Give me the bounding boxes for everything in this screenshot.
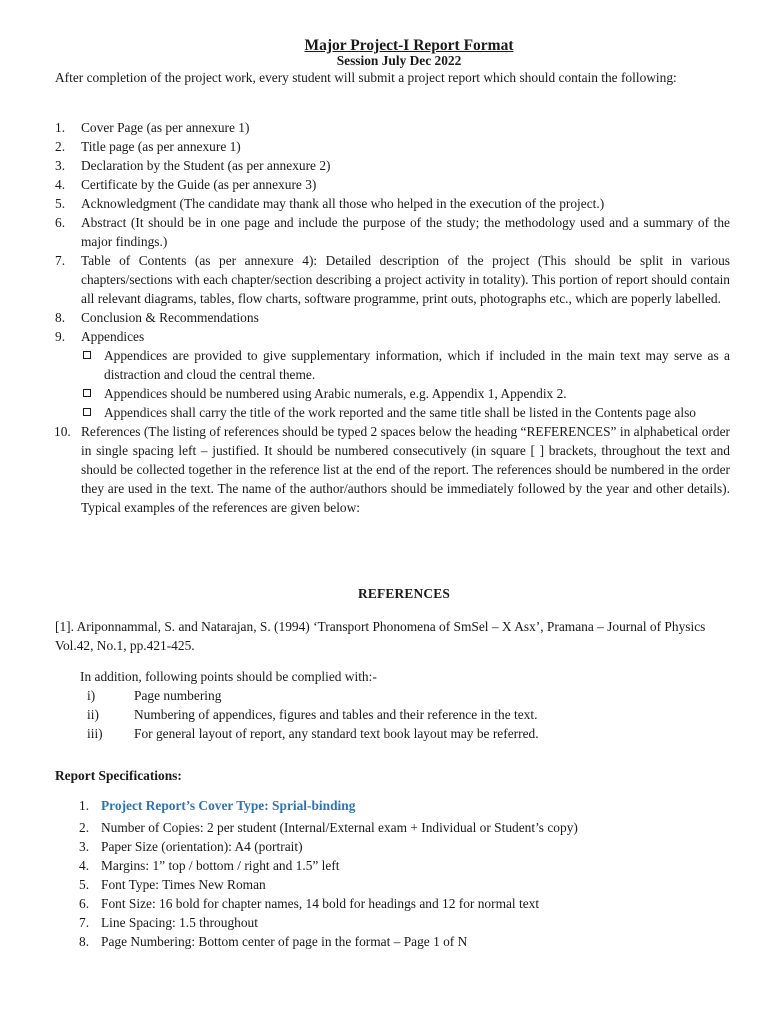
list-item <box>55 213 730 251</box>
list-text: Paper Size (orientation): A4 (portrait) <box>101 839 303 854</box>
list-text: Conclusion & Recommendations <box>81 310 259 325</box>
appendix-bullet <box>55 403 730 422</box>
document-title: Major Project-I Report Format <box>304 37 514 54</box>
compliance-list <box>87 686 727 743</box>
list-item <box>79 932 729 951</box>
list-number: 6. <box>79 896 90 911</box>
list-number: 5. <box>55 196 66 211</box>
list-text: References (The listing of references should be typed 2 spaces below the heading “REFERENCES” in alphabetical order in single spacing left – justified. It should be numbered consecutively (in square [ ] brackets, throughout the text and should be collected together in the reference list at the end of the report. The references should be numbered in the order they are used in the text. The name of the author/authors should be immediately followed by the year and other details). Typical examples of the references are given below: <box>81 424 730 515</box>
list-number: 2. <box>79 820 90 835</box>
list-text: For general layout of report, any standard text book layout may be referred. <box>134 726 539 741</box>
list-text: Appendices <box>81 329 145 344</box>
list-item <box>55 327 730 346</box>
bullet-text: Appendices should be numbered using Arabic numerals, e.g. Appendix 1, Appendix 2. <box>104 386 567 401</box>
list-item <box>79 796 729 815</box>
list-item <box>87 705 727 724</box>
list-item <box>87 686 727 705</box>
bullet-text: Appendices are provided to give supplementary information, which if included in the main text may serve as a distraction and cloud the central theme. <box>104 348 730 382</box>
list-text: Cover Page (as per annexure 1) <box>81 120 250 135</box>
list-item <box>55 308 730 327</box>
list-number: 7. <box>55 253 66 268</box>
list-number: 5. <box>79 877 90 892</box>
list-number: 1. <box>79 798 90 813</box>
list-item <box>79 837 729 856</box>
list-text: Line Spacing: 1.5 throughout <box>101 915 258 930</box>
list-number: 6. <box>55 215 66 230</box>
list-number: 3. <box>55 158 66 173</box>
list-text: Project Report’s Cover Type: Sprial-binding <box>101 798 356 813</box>
list-text: Declaration by the Student (as per annexure 2) <box>81 158 331 173</box>
bullet-text: Appendices shall carry the title of the work reported and the same title shall be listed in the Contents page also <box>104 405 696 420</box>
list-item <box>55 251 730 308</box>
list-text: Font Size: 16 bold for chapter names, 14 bold for headings and 12 for normal text <box>101 896 540 911</box>
list-number: 9. <box>55 329 66 344</box>
list-item <box>79 913 729 932</box>
list-number: 8. <box>79 934 90 949</box>
session-label: Session July Dec 2022 <box>336 53 462 68</box>
list-item <box>79 875 729 894</box>
list-number: 4. <box>55 177 66 192</box>
list-item <box>55 175 730 194</box>
list-item <box>79 856 729 875</box>
list-text: Certificate by the Guide (as per annexure 3) <box>81 177 317 192</box>
specifications-heading: Report Specifications: <box>55 768 182 783</box>
list-text: Numbering of appendices, figures and tables and their reference in the text. <box>134 707 538 722</box>
appendix-bullet <box>55 346 730 384</box>
list-number: iii) <box>87 726 103 741</box>
list-text: Acknowledgment (The candidate may thank all those who helped in the execution of the project.) <box>81 196 605 211</box>
intro-paragraph: After completion of the project work, every student will submit a project report which should contain the following: <box>55 70 677 85</box>
list-number: 1. <box>55 120 66 135</box>
list-item <box>79 894 729 913</box>
list-number: 10. <box>54 424 71 439</box>
reference-example: [1]. Ariponnammal, S. and Natarajan, S. (1994) ‘Transport Phonomena of SmSel – X Asx’, Pramana – Journal of Physics Vol.42, No.1, pp.421-425. <box>55 619 706 653</box>
list-text: Abstract (It should be in one page and include the purpose of the study; the methodology used and a summary of the major findings.) <box>81 215 730 249</box>
checkbox-bullet-icon <box>83 389 91 397</box>
list-item <box>55 422 730 517</box>
list-item <box>55 194 730 213</box>
list-text: Margins: 1” top / bottom / right and 1.5” left <box>101 858 340 873</box>
checkbox-bullet-icon <box>83 408 91 416</box>
list-item <box>87 724 727 743</box>
list-item <box>79 818 729 837</box>
list-text: Page numbering <box>134 688 222 703</box>
list-number: 4. <box>79 858 90 873</box>
list-number: 3. <box>79 839 90 854</box>
addition-paragraph: In addition, following points should be complied with:- <box>80 669 377 684</box>
list-item <box>55 118 730 137</box>
list-number: ii) <box>87 707 99 722</box>
list-text: Number of Copies: 2 per student (Internal/External exam + Individual or Student’s copy) <box>101 820 578 835</box>
list-text: Page Numbering: Bottom center of page in the format – Page 1 of N <box>101 934 468 949</box>
list-text: Table of Contents (as per annexure 4): Detailed description of the project (This should be split in various chapters/sections with each chapter/section describing a project activity in totality). This portion of report should contain all relevant diagrams, tables, flow charts, software programme, print outs, photographs etc., which are poperly labelled. <box>81 253 730 306</box>
list-item <box>55 156 730 175</box>
list-item <box>55 137 730 156</box>
checkbox-bullet-icon <box>83 351 91 359</box>
list-number: 2. <box>55 139 66 154</box>
appendix-bullet <box>55 384 730 403</box>
list-text: Title page (as per annexure 1) <box>81 139 241 154</box>
list-text: Font Type: Times New Roman <box>101 877 266 892</box>
list-number: i) <box>87 688 96 703</box>
specifications-list <box>79 796 729 951</box>
contents-list <box>55 118 730 517</box>
list-number: 8. <box>55 310 66 325</box>
list-number: 7. <box>79 915 90 930</box>
references-heading: REFERENCES <box>357 586 451 601</box>
